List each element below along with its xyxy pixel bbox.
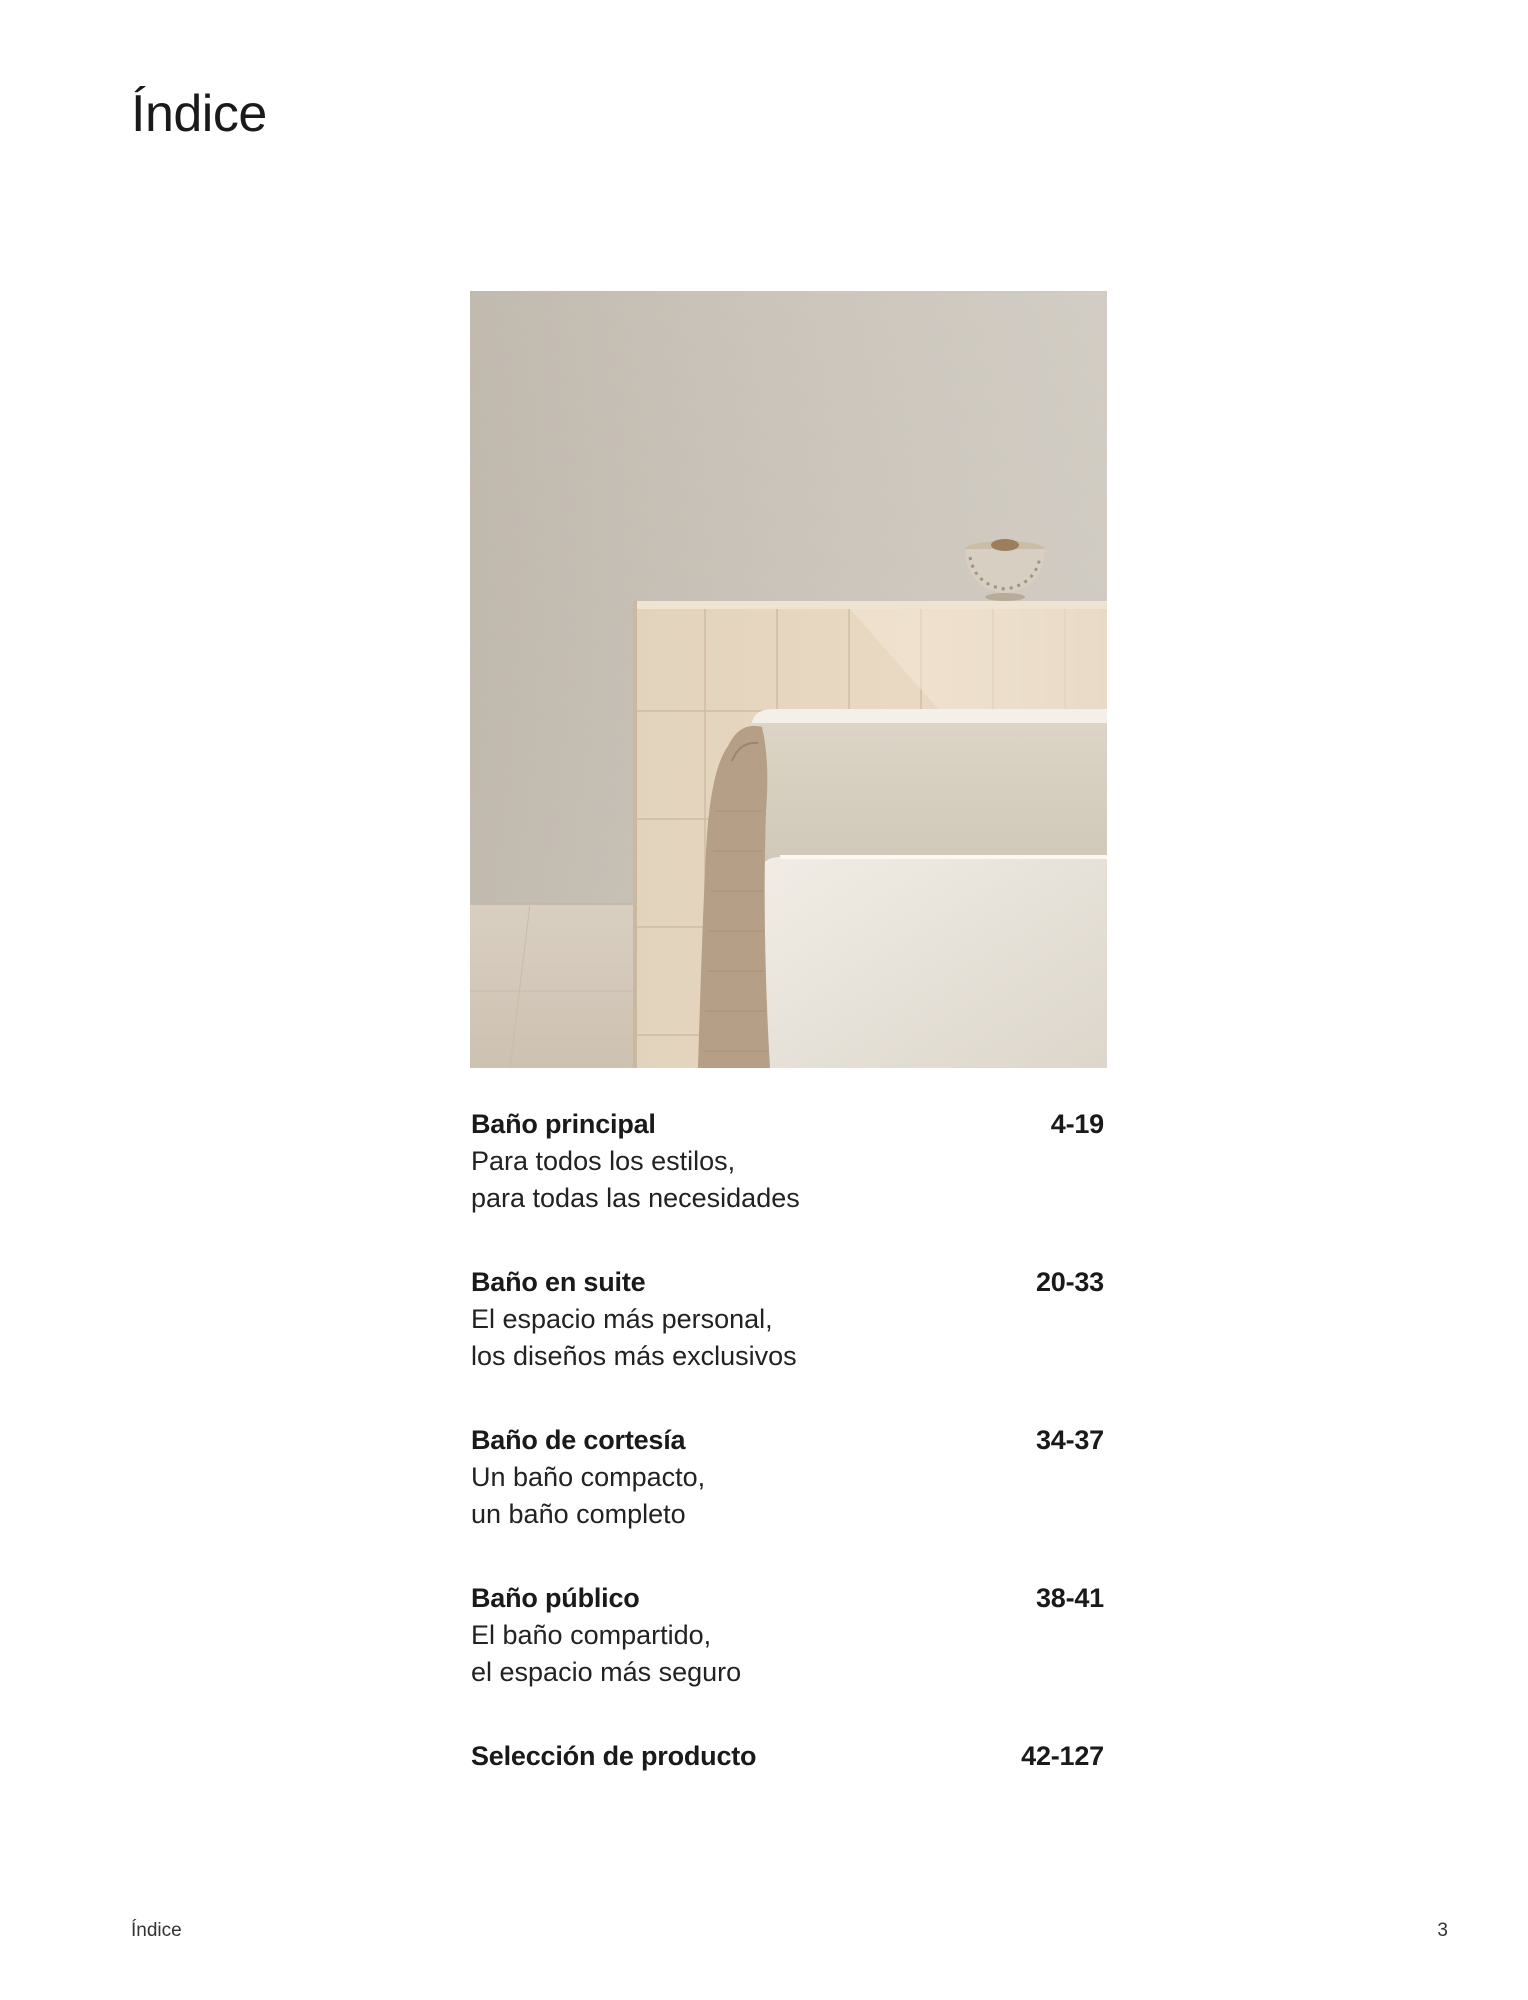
toc-entry-description-line: Un baño compacto,	[471, 1462, 706, 1492]
toc-entry-description-line: Para todos los estilos,	[471, 1146, 736, 1176]
toc-entry-pages: 4-19	[1050, 1109, 1104, 1139]
toc-entry-pages: 42-127	[1021, 1741, 1104, 1771]
toc-entry-pages: 20-33	[1035, 1267, 1104, 1297]
footer-page-number: 3	[1437, 1920, 1448, 1941]
page-title: Índice	[131, 85, 267, 143]
hero-bathtub-photo	[470, 291, 1107, 1068]
toc-entry-title: Baño en suite	[471, 1267, 646, 1297]
toc-entry-bano-principal[interactable]	[471, 1106, 1104, 1217]
toc-entry-bano-de-cortesia[interactable]	[471, 1422, 1104, 1533]
toc-entry-description-line: los diseños más exclusivos	[471, 1341, 797, 1371]
table-of-contents	[471, 1106, 1104, 1822]
toc-entry-description-line: un baño completo	[471, 1499, 686, 1529]
toc-entry-bano-publico[interactable]	[471, 1580, 1104, 1691]
toc-entry-bano-en-suite[interactable]	[471, 1264, 1104, 1375]
toc-entry-title: Baño público	[471, 1583, 640, 1613]
footer-section-label: Índice	[131, 1920, 182, 1941]
toc-entry-description-line: el espacio más seguro	[471, 1657, 742, 1687]
toc-entry-title: Baño de cortesía	[471, 1425, 686, 1455]
toc-entry-description-line: para todas las necesidades	[471, 1183, 800, 1213]
toc-entry-description-line: El espacio más personal,	[471, 1304, 773, 1334]
toc-entry-pages: 34-37	[1035, 1425, 1104, 1455]
toc-entry-description-line: El baño compartido,	[471, 1620, 712, 1650]
toc-entry-title: Selección de producto	[471, 1741, 757, 1771]
toc-entry-title: Baño principal	[471, 1109, 656, 1139]
toc-entry-pages: 38-41	[1035, 1583, 1104, 1613]
bathtub-illustration	[470, 291, 1107, 1068]
toc-entry-seleccion-de-producto[interactable]	[471, 1738, 1104, 1775]
